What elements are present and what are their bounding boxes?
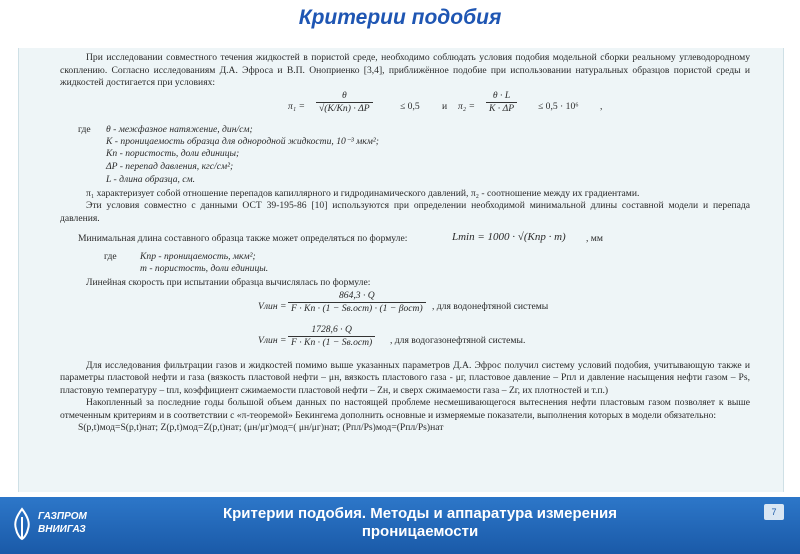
lmin-row [60, 229, 750, 251]
paragraph-accumulated: Накопленный за последние годы большой объем данных по настоящей проблеме несмешивающегося вытеснения нефти пластовым газом позволяет к выше отмеченным критериям и в соответствии с «π-теоремой» Бекингема дополнить основные и измеряемые показатели, выполнения которых в модели обязательно: [60, 397, 750, 421]
lmin-text: Минимальная длина составного образца также может определяться по формуле: [78, 233, 408, 244]
v2-lhs: Vлин = [258, 334, 287, 346]
paragraph-ost: Эти условия совместно с данными ОСТ 39-195-86 [10] используются при определении необходимой минимальной длины составной модели и перепада давления. [60, 200, 750, 224]
pi2-condition: ≤ 0,5 · 10⁶ [538, 100, 579, 112]
pi2-fraction [486, 90, 517, 116]
v2-note: , для водогазонефтяной системы. [390, 334, 526, 346]
logo-word-2: ВНИИГАЗ [38, 524, 86, 535]
def-dp: ΔP - перепад давления, кгс/см²; [106, 160, 234, 172]
velocity-formula-2 [60, 324, 750, 360]
lmin-defs [60, 251, 750, 277]
flame-icon [8, 507, 36, 541]
footer-title-line2: проницаемости [361, 523, 479, 540]
paragraph-intro: При исследовании совместного течения жидкостей в пористой среде, необходимо соблюдать условия подобия модельной сборки реальному углеводородному скоплению. Согласно исследованиям Д.А. Эфроса и В.П. Оноприенко [3,4], приближённое подобие при использовании натуральных образцов пористой среды и жидкостей достигается при условиях: [60, 52, 750, 88]
v2-fraction [288, 324, 375, 350]
lmin-formula: Lmin = 1000 · √(Kпр · m) [452, 231, 566, 243]
gazprom-logo [8, 507, 118, 545]
document-body [60, 52, 750, 435]
pi2-denominator: K · ΔP [489, 103, 515, 114]
definitions-block [60, 124, 750, 188]
footer-bar [0, 497, 800, 554]
def-k: K - проницаемость образца для однородной жидкости, 10⁻³ мкм²; [106, 135, 379, 147]
def-kp: Kп - пористость, доли единицы; [106, 147, 240, 159]
pi1-denominator: √(K/Kп) · ΔP [319, 103, 370, 114]
v2-denominator: F · Kп · (1 − Sв.ост) [291, 337, 373, 348]
lmin-unit: , мм [586, 233, 603, 244]
pi1-numerator: θ [316, 90, 373, 104]
def-m: m - пористость, доли единицы. [140, 263, 269, 274]
slide-title: Критерии подобия [298, 6, 502, 29]
v1-numerator: 864,3 · Q [288, 290, 426, 304]
def-kpr: Kпр - проницаемость, мкм²; [140, 251, 256, 262]
velocity-formula-1 [60, 290, 750, 324]
formula-pi [60, 90, 750, 124]
v1-lhs: Vлин = [258, 300, 287, 312]
paragraph-efros: Для исследования фильтрации газов и жидкостей помимо выше указанных параметров Д.А. Эфрос получил систему условий подобия, учитывающую также и параметры пластовой нефти и газа (вязкость пластовой нефти – μн, вязкость пластового газа - μг, пластовое давление – Рпл и давление насыщения нефти газом – Рs, пластовую температуру – tпл, коэффициент сжимаемости пластовой нефти – Zн, и сверх сжимаемости газа – Zг, их плотностей и т.п.) [60, 359, 750, 396]
where-label: где [78, 123, 91, 135]
footer-title [150, 505, 690, 541]
paragraph-speed: Линейная скорость при испытании образца вычислялась по формуле: [86, 277, 371, 288]
formula-end: , [600, 100, 603, 112]
pi1-label: π₁ = [288, 100, 306, 112]
pi2-numerator: θ · L [486, 90, 517, 104]
pi1-fraction [316, 90, 373, 116]
footer-title-line1: Критерии подобия. Методы и аппаратура измерения [222, 505, 618, 522]
logo-word-1: ГАЗПРОМ [38, 511, 87, 522]
and-word: и [442, 100, 448, 112]
v1-denominator: F · Kп · (1 − Sв.ост) · (1 − βост) [291, 303, 423, 314]
v1-fraction [288, 290, 426, 316]
def-theta: θ - межфазное натяжение, дин/см; [106, 123, 253, 135]
page-number: 7 [764, 504, 784, 520]
criteria-line: S(p,t)мод=S(p,t)нат; Z(p,t)мод=Z(p,t)нат; (μн/μг)мод=( μн/μг)нат; (Рпл/Рs)мод=(Рпл/Рs)нат [78, 422, 444, 433]
def-l: L - длина образца, см. [106, 173, 196, 185]
v2-numerator: 1728,6 · Q [288, 324, 375, 338]
where-label-2: где [104, 251, 117, 262]
pi1-condition: ≤ 0,5 [400, 100, 420, 112]
v1-note: , для водонефтяной системы [432, 300, 549, 312]
paragraph-pi: π₁ характеризует собой отношение перепадов капиллярного и гидродинамического давлений, π₂ - соотношение между их градиентами. [86, 187, 640, 199]
pi2-label: π₂ = [458, 100, 476, 112]
